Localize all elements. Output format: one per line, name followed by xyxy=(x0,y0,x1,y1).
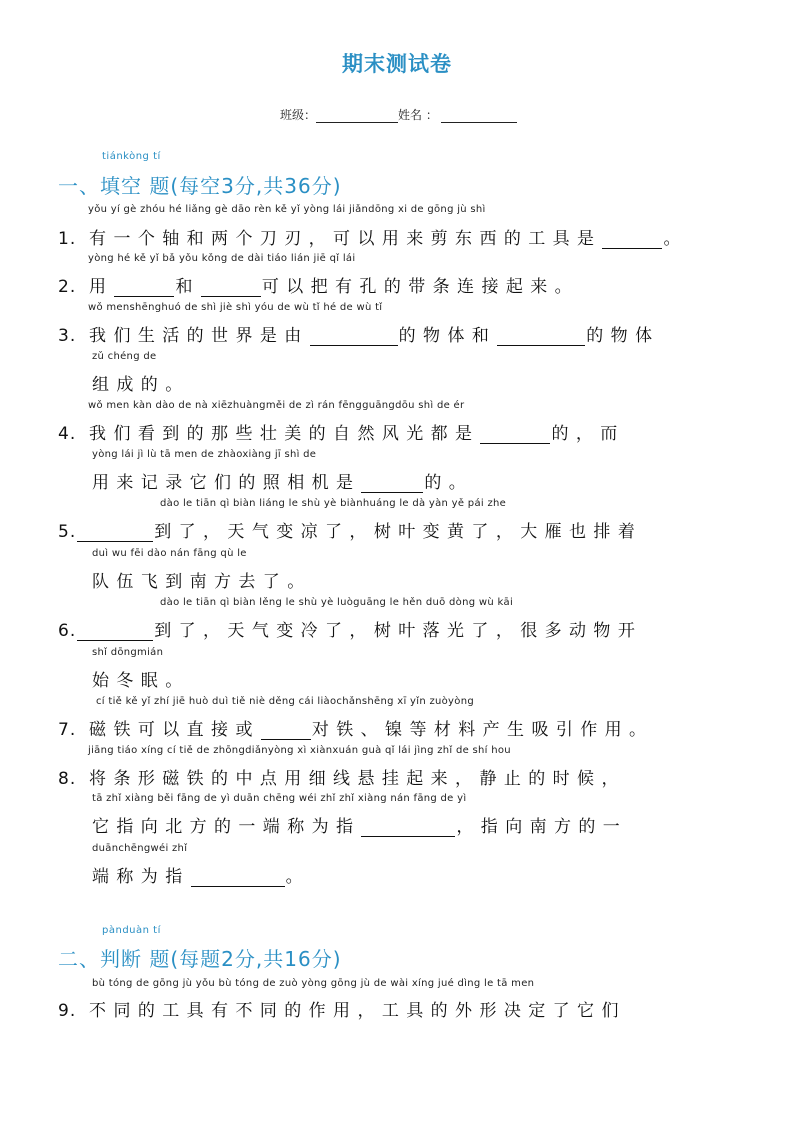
q8-text-2: 它指向北方的一端称为指 xyxy=(92,817,361,837)
q1-pinyin: yǒu yí gè zhóu hé liǎng gè dāo rèn kě yǐ yòng lái jiǎndōng xi de gōng jù shì xyxy=(88,204,486,215)
q3-pinyin: wǒ menshēnghuó de shì jiè shì yóu de wù tǐ hé de wù tǐ xyxy=(88,302,383,313)
question-7 xyxy=(58,715,653,740)
q4-blank-1[interactable] xyxy=(480,427,550,444)
q1-tail: 。 xyxy=(663,229,688,249)
q1-text: 有一个轴和两个刀刃，可以用来剪东西的工具是 xyxy=(89,229,602,249)
q2-blank-2[interactable] xyxy=(201,280,261,297)
q1-blank[interactable] xyxy=(602,232,662,249)
q6-pinyin: dào le tiān qì biàn lěng le shù yè luòguāng le hěn duō dòng wù kāi xyxy=(160,597,514,608)
q8-blank-2[interactable] xyxy=(191,870,285,887)
name-blank[interactable] xyxy=(441,110,517,123)
section2-pinyin: pànduàn tí xyxy=(102,925,161,936)
q2-blank-1[interactable] xyxy=(114,280,174,297)
page-title: 期末测试卷 xyxy=(342,52,452,76)
q3-blank-2[interactable] xyxy=(497,329,585,346)
q4-pinyin: wǒ men kàn dào de nà xiēzhuàngměi de zì rán fēngguāngdōu shì de ér xyxy=(88,400,465,411)
question-8 xyxy=(58,764,626,789)
q4-text-1: 我们看到的那些壮美的自然风光都是 xyxy=(89,424,480,444)
q8-text: 将条形磁铁的中点用细线悬挂起来，静止的时候， xyxy=(89,769,626,789)
q8-pinyin-2: tā zhǐ xiàng běi fāng de yì duān chēng wéi zhǐ zhǐ xiàng nán fāng de yì xyxy=(92,793,467,804)
q3-continued: 组成的。 xyxy=(92,375,190,395)
section1-pinyin: tiánkòng tí xyxy=(102,151,161,162)
q3-text-2: 的物体和 xyxy=(398,326,497,346)
q8-continued-2 xyxy=(92,862,310,887)
q8-blank-1[interactable] xyxy=(361,820,455,837)
q2-text-3: 可以把有孔的带条连接起来。 xyxy=(261,277,580,297)
q3-pinyin-2: zǔ chéng de xyxy=(92,351,157,362)
question-9 xyxy=(58,996,626,1021)
q5-pinyin: dào le tiān qì biàn liáng le shù yè biànhuáng le dà yàn yě pái zhe xyxy=(160,498,507,509)
q4-text-3: 用来记录它们的照相机是 xyxy=(92,473,361,493)
q5-blank[interactable] xyxy=(77,525,153,542)
q4-pinyin-2: yòng lái jì lù tā men de zhàoxiàng jī shì de xyxy=(92,449,317,460)
q4-number: 4. xyxy=(58,424,77,444)
q8-number: 8. xyxy=(58,769,77,789)
question-1 xyxy=(58,224,688,249)
q9-pinyin: bù tóng de gōng jù yǒu bù tóng de zuò yòng gōng jù de wài xíng jué dìng le tā men xyxy=(92,978,535,989)
q6-number: 6. xyxy=(58,621,77,641)
q4-blank-2[interactable] xyxy=(361,476,423,493)
q5-continued: 队伍飞到南方去了。 xyxy=(92,572,312,592)
q8-continued xyxy=(92,812,627,837)
q3-blank-1[interactable] xyxy=(310,329,398,346)
q8-pinyin-3: duānchēngwéi zhǐ xyxy=(92,843,188,854)
q5-pinyin-2: duì wu fēi dào nán fāng qù le xyxy=(92,548,247,559)
q1-number: 1. xyxy=(58,229,77,249)
q4-continued xyxy=(92,468,473,493)
question-5 xyxy=(58,517,642,542)
q7-blank[interactable] xyxy=(261,723,311,740)
question-3 xyxy=(58,321,659,346)
class-label: 班级： xyxy=(280,108,317,122)
q3-text-3: 的物体 xyxy=(586,326,660,346)
class-blank[interactable] xyxy=(316,110,398,123)
q2-number: 2. xyxy=(58,277,77,297)
q6-pinyin-2: shǐ dōngmián xyxy=(92,647,164,658)
q8-text-3: ，指向南方的一 xyxy=(456,817,628,837)
question-6 xyxy=(58,616,642,641)
q8-pinyin: jiāng tiáo xíng cí tiě de zhōngdiǎnyòng xì xiànxuán guà qǐ lái jìng zhǐ de shí hou xyxy=(88,745,511,756)
section1-heading: 一、填空 题(每空3分,共36分) xyxy=(58,174,342,198)
question-2 xyxy=(58,272,579,297)
q9-number: 9. xyxy=(58,1001,77,1021)
q7-pinyin: cí tiě kě yǐ zhí jiē huò duì tiě niè děng cái liàochǎnshēng xī yǐn zuòyòng xyxy=(96,696,474,707)
q8-text-4: 端称为指 xyxy=(92,867,190,887)
q6-continued: 始冬眠。 xyxy=(92,671,190,691)
q8-text-5: 。 xyxy=(285,867,311,887)
student-info xyxy=(280,106,517,123)
name-label: 姓名 ： xyxy=(398,108,438,122)
q7-text-1: 磁铁可以直接或 xyxy=(89,720,260,740)
q5-number: 5. xyxy=(58,522,77,542)
q4-text-2: 的，而 xyxy=(551,424,625,444)
question-4 xyxy=(58,419,625,444)
q2-text-2: 和 xyxy=(175,277,200,297)
q7-number: 7. xyxy=(58,720,77,740)
section2-heading: 二、判断 题(每题2分,共16分) xyxy=(58,947,342,971)
q4-text-4: 的。 xyxy=(424,473,474,493)
q6-blank[interactable] xyxy=(77,624,153,641)
q3-number: 3. xyxy=(58,326,77,346)
q2-pinyin: yòng hé kě yǐ bǎ yǒu kǒng de dài tiáo lián jiē qǐ lái xyxy=(88,253,356,264)
q6-text: 到了，天气变冷了，树叶落光了，很多动物开 xyxy=(154,621,643,641)
q7-text-2: 对铁、镍等材料产生吸引作用。 xyxy=(311,720,654,740)
q3-text-1: 我们生活的世界是由 xyxy=(89,326,309,346)
q5-text: 到了，天气变凉了，树叶变黄了，大雁也排着 xyxy=(154,522,643,542)
q9-text: 不同的工具有不同的作用，工具的外形决定了它们 xyxy=(89,1001,626,1021)
q2-text-1: 用 xyxy=(89,277,114,297)
